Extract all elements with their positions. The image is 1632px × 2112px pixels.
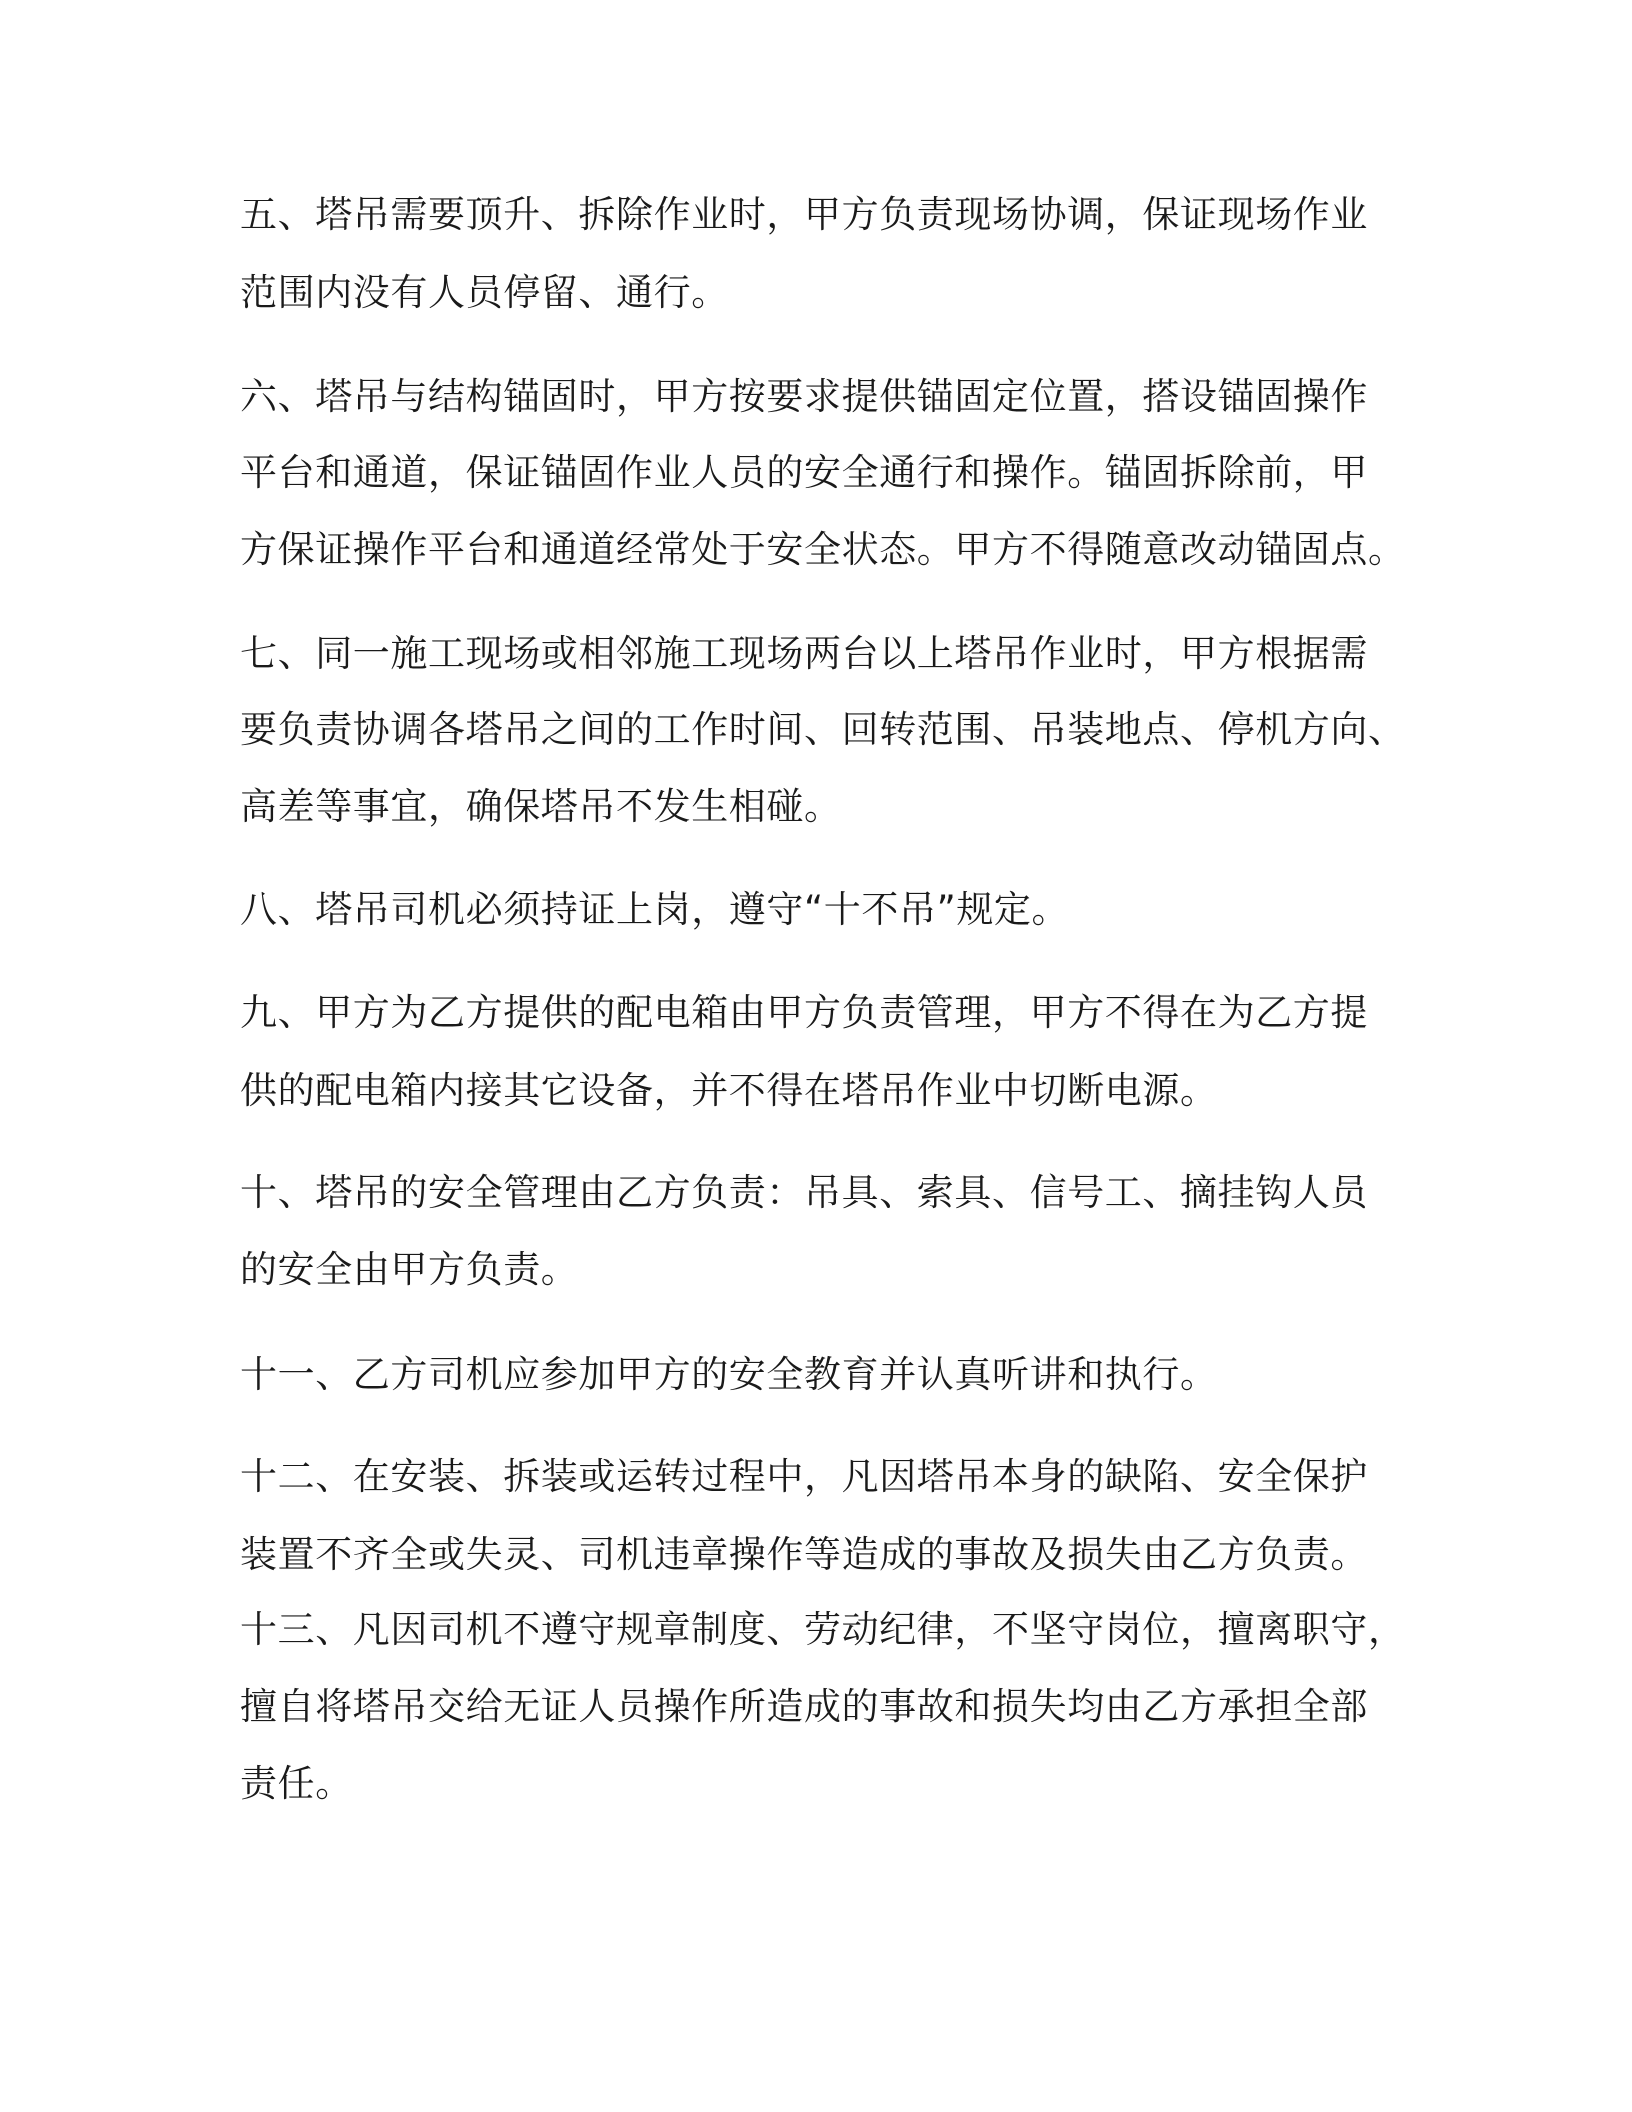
clause-10-line-1: 十、塔吊的安全管理由乙方负责：吊具、索具、信号工、摘挂钩人员 [240,1171,1368,1214]
clause-13-line-1: 十三、凡因司机不遵守规章制度、劳动纪律，不坚守岗位，擅离职守， [240,1608,1406,1651]
clause-13-line-2: 擅自将塔吊交给无证人员操作所造成的事故和损失均由乙方承担全部 [240,1685,1368,1728]
clause-7-line-1: 七、同一施工现场或相邻施工现场两台以上塔吊作业时，甲方根据需 [240,632,1368,675]
clause-7-line-3: 高差等事宜，确保塔吊不发生相碰。 [240,785,842,828]
clause-6-line-3: 方保证操作平台和通道经常处于安全状态。甲方不得随意改动锚固点。 [240,528,1406,571]
clause-7-line-2: 要负责协调各塔吊之间的工作时间、回转范围、吊装地点、停机方向、 [240,708,1406,751]
clause-8-line-1: 八、塔吊司机必须持证上岗，遵守“十不吊”规定。 [240,888,1070,931]
clause-6-line-2: 平台和通道，保证锚固作业人员的安全通行和操作。锚固拆除前，甲 [240,451,1368,494]
clause-9-line-1: 九、甲方为乙方提供的配电箱由甲方负责管理，甲方不得在为乙方提 [240,991,1368,1034]
clause-10-line-2: 的安全由甲方负责。 [240,1248,579,1291]
clause-12-line-1: 十二、在安装、拆装或运转过程中，凡因塔吊本身的缺陷、安全保护 [240,1455,1368,1498]
clause-5-line-2: 范围内没有人员停留、通行。 [240,271,729,314]
clause-13-line-3: 责任。 [240,1762,353,1805]
clause-9-line-2: 供的配电箱内接其它设备，并不得在塔吊作业中切断电源。 [240,1069,1218,1112]
clause-12-line-2: 装置不齐全或失灵、司机违章操作等造成的事故及损失由乙方负责。 [240,1533,1368,1576]
clause-6-line-1: 六、塔吊与结构锚固时，甲方按要求提供锚固定位置，搭设锚固操作 [240,375,1368,418]
clause-11-line-1: 十一、乙方司机应参加甲方的安全教育并认真听讲和执行。 [240,1353,1218,1396]
clause-5-line-1: 五、塔吊需要顶升、拆除作业时，甲方负责现场协调，保证现场作业 [240,193,1368,236]
